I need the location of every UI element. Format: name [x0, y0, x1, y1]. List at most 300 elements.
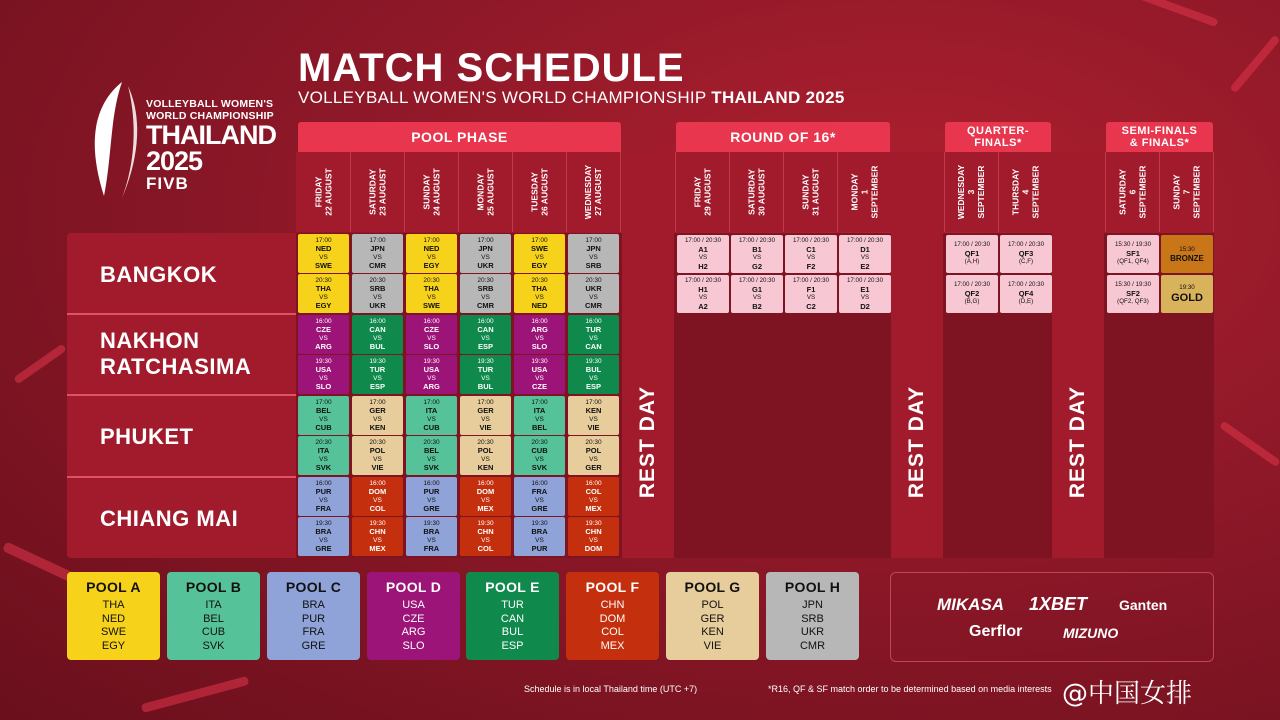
pool-team: GRE — [301, 639, 326, 652]
match-text: MEX — [477, 504, 494, 513]
match-text: POL — [585, 446, 602, 455]
match-text: COL — [477, 544, 494, 553]
pool-match-cell — [460, 274, 511, 313]
match-text: KEN — [369, 423, 386, 432]
date-label: MONDAY 1 SEPTEMBER — [849, 165, 880, 219]
match-text: VS — [373, 334, 382, 342]
match-text: 20:30 — [369, 276, 386, 284]
sponsor-ganten: Ganten — [1119, 597, 1168, 613]
match-text: BRA — [315, 527, 332, 536]
pool-match-cell — [298, 315, 349, 354]
qf-match-cell — [1000, 235, 1052, 273]
date-column-15 — [1106, 152, 1160, 232]
pool-match-cell — [298, 234, 349, 273]
rest-day-column — [1052, 152, 1104, 558]
match-text: EGY — [531, 261, 548, 270]
match-text: 16:00 — [585, 317, 602, 325]
match-text: USA — [315, 365, 332, 374]
watermark: @中国女排 — [1062, 679, 1193, 709]
pool-team: BUL — [501, 626, 524, 638]
sponsor-1xbet: 1XBET — [1029, 594, 1088, 614]
qf-match-cell — [946, 235, 998, 273]
match-text: VS — [427, 253, 436, 261]
match-text: VS — [535, 374, 544, 382]
city-divider — [67, 394, 296, 396]
match-text: 17:00 / 20:30 — [846, 237, 884, 244]
qf-match-cell — [946, 275, 998, 313]
match-text: QF1 — [964, 248, 980, 258]
match-text: KEN — [585, 406, 602, 415]
match-text: CAN — [369, 325, 386, 334]
rest-day-label: REST DAY — [905, 385, 928, 499]
pool-team: THA — [102, 599, 125, 611]
date-column-9 — [784, 152, 838, 232]
match-text: ITA — [425, 406, 438, 415]
match-text: E1 — [860, 284, 870, 294]
pool-name: POOL H — [784, 579, 841, 595]
pool-match-cell — [514, 315, 565, 354]
match-text: 19:30 — [477, 519, 494, 527]
match-text: VS — [860, 294, 870, 301]
match-text: 19:30 — [423, 357, 440, 365]
match-text: 16:00 — [315, 317, 332, 325]
pool-team: UKR — [800, 626, 825, 638]
match-text: SVK — [423, 463, 440, 472]
phase-qf: QUARTER- FINALS* — [945, 122, 1051, 152]
match-text: VS — [535, 334, 544, 342]
match-text: JPN — [370, 244, 385, 253]
r16-match-cell — [839, 275, 891, 313]
match-text: VS — [427, 334, 436, 342]
match-text: SLO — [315, 382, 332, 391]
pool-match-cell — [406, 274, 457, 313]
match-text: VS — [481, 334, 490, 342]
match-text: ARG — [531, 325, 548, 334]
match-text: PUR — [423, 487, 440, 496]
city-nakhon-ratchasima: NAKHON RATCHASIMA — [100, 328, 252, 379]
match-text: F2 — [806, 261, 816, 271]
pool-team: SWE — [100, 626, 127, 638]
match-text: NED — [315, 244, 332, 253]
match-text: GER — [477, 406, 494, 415]
pool-match-cell — [568, 517, 619, 556]
rest-day-column — [891, 152, 943, 558]
match-text: VS — [373, 496, 382, 504]
logo-country: THAILAND — [146, 120, 276, 150]
match-text: 19:30 — [1179, 284, 1195, 291]
r16-match-cell — [839, 235, 891, 273]
match-text: ARG — [315, 342, 332, 351]
pool-match-cell — [352, 355, 403, 394]
match-text: 17:00 / 20:30 — [684, 277, 722, 284]
date-label: SUNDAY 24 AUGUST — [421, 168, 442, 216]
r16-match-cell — [677, 235, 729, 273]
match-text: FRA — [531, 487, 548, 496]
rest-day-label: REST DAY — [1066, 385, 1089, 499]
match-text: CUB — [423, 423, 440, 432]
pool-card-d — [367, 572, 460, 660]
match-text: 19:30 — [315, 519, 332, 527]
match-text: 16:00 — [531, 317, 548, 325]
pool-match-cell — [568, 436, 619, 475]
date-label: THURSDAY 4 SEPTEMBER — [1010, 165, 1041, 219]
date-label: SATURDAY 30 AUGUST — [746, 168, 767, 216]
logo-line: WORLD CHAMPIONSHIP — [146, 110, 274, 122]
date-label: SATURDAY 6 SEPTEMBER — [1117, 165, 1148, 219]
pool-card-b — [167, 572, 260, 660]
match-text: VS — [427, 455, 436, 463]
match-text: 20:30 — [423, 276, 440, 284]
match-text: VS — [589, 415, 598, 423]
match-text: VS — [535, 536, 544, 544]
match-text: TUR — [477, 365, 494, 374]
pool-team: JPN — [802, 599, 823, 611]
match-text: SRB — [585, 261, 602, 270]
pool-name: POOL G — [684, 579, 741, 595]
pool-match-cell — [514, 436, 565, 475]
match-text: NED — [531, 301, 548, 310]
pool-team: CAN — [500, 612, 525, 625]
match-text: VS — [481, 536, 490, 544]
r16-match-cell — [677, 275, 729, 313]
match-text: 20:30 — [315, 276, 332, 284]
pool-match-cell — [568, 355, 619, 394]
pool-team: CUB — [201, 626, 226, 638]
match-text: SRB — [477, 284, 494, 293]
match-text: 20:30 — [531, 438, 548, 446]
pool-match-cell — [352, 234, 403, 273]
match-text: VS — [589, 374, 598, 382]
match-text: FRA — [315, 504, 332, 513]
match-text: 20:30 — [369, 438, 386, 446]
match-text: ITA — [317, 446, 330, 455]
match-text: 16:00 — [477, 479, 494, 487]
date-column-0 — [297, 152, 351, 232]
match-text: USA — [531, 365, 548, 374]
pool-team: PUR — [301, 612, 326, 625]
city-chiang-mai: CHIANG MAI — [100, 506, 239, 531]
pool-match-cell — [298, 517, 349, 556]
match-text: 16:00 — [315, 479, 332, 487]
match-text: BUL — [585, 365, 602, 374]
pool-team: SVK — [202, 639, 225, 652]
match-text: VS — [752, 294, 762, 301]
match-text: VS — [319, 334, 328, 342]
match-text: SWE — [422, 301, 441, 310]
date-label: SUNDAY 31 AUGUST — [800, 168, 821, 216]
match-text: VS — [589, 536, 598, 544]
date-label: MONDAY 25 AUGUST — [475, 168, 496, 216]
qf-match-cell — [1000, 275, 1052, 313]
match-text: THA — [423, 284, 440, 293]
match-text: H2 — [698, 261, 708, 271]
match-text: SF2 — [1126, 288, 1140, 298]
match-text: 19:30 — [369, 519, 386, 527]
match-text: GOLD — [1171, 292, 1203, 304]
match-text: GRE — [315, 544, 332, 553]
match-text: VS — [481, 253, 490, 261]
match-text: VS — [535, 253, 544, 261]
r16-match-cell — [731, 275, 783, 313]
match-text: B2 — [752, 301, 762, 311]
match-text: SLO — [423, 342, 440, 351]
rest-day-label: REST DAY — [636, 385, 659, 499]
pool-team: SRB — [801, 612, 824, 625]
match-text: 20:30 — [315, 438, 332, 446]
match-text: (QF1, QF4) — [1117, 258, 1149, 266]
match-text: COL — [585, 487, 602, 496]
date-column-2 — [405, 152, 459, 232]
pool-team: SLO — [402, 639, 425, 652]
pool-team: EGY — [101, 639, 126, 652]
subtitle-bold: THAILAND 2025 — [711, 88, 845, 107]
match-text: CAN — [585, 342, 602, 351]
match-text: DOM — [584, 544, 603, 553]
match-text: CZE — [424, 325, 439, 334]
date-column-3 — [459, 152, 513, 232]
pool-match-cell — [298, 274, 349, 313]
match-text: VS — [319, 415, 328, 423]
match-text: CMR — [368, 261, 387, 270]
match-text: EGY — [423, 261, 440, 270]
match-text: ESP — [585, 382, 601, 391]
pool-match-cell — [352, 315, 403, 354]
match-text: VS — [589, 334, 598, 342]
match-text: 17:00 / 20:30 — [792, 277, 830, 284]
pool-team: POL — [701, 599, 724, 611]
match-text: 19:30 — [531, 357, 548, 365]
pool-match-cell — [460, 396, 511, 435]
match-text: 15:30 / 19:30 — [1114, 281, 1152, 289]
final-match-cell — [1161, 235, 1213, 273]
pool-match-cell — [568, 274, 619, 313]
sponsor-mizuno: MIZUNO — [1063, 625, 1119, 641]
pool-team: BRA — [302, 599, 325, 611]
match-text: PUR — [531, 544, 548, 553]
match-text: VS — [535, 293, 544, 301]
match-text: KEN — [477, 463, 494, 472]
match-text: VS — [535, 496, 544, 504]
match-text: A1 — [698, 244, 708, 254]
match-text: D1 — [860, 244, 870, 254]
date-column-12 — [945, 152, 999, 232]
match-text: (B,G) — [964, 298, 980, 306]
match-text: 17:00 — [315, 398, 332, 406]
pool-team: ITA — [205, 599, 222, 611]
pool-team: GER — [700, 612, 725, 625]
pool-team: MEX — [600, 639, 625, 652]
match-text: G2 — [751, 261, 762, 271]
match-text: VS — [481, 374, 490, 382]
match-text: 20:30 — [477, 438, 494, 446]
match-text: QF3 — [1018, 248, 1034, 258]
match-text: SVK — [315, 463, 332, 472]
date-column-1 — [351, 152, 405, 232]
match-text: 17:00 — [585, 236, 602, 244]
match-text: 17:00 — [531, 398, 548, 406]
match-text: ITA — [533, 406, 546, 415]
match-text: 17:00 — [369, 236, 386, 244]
match-text: POL — [477, 446, 494, 455]
match-text: VIE — [479, 423, 492, 432]
match-text: JPN — [478, 244, 493, 253]
match-text: VS — [427, 415, 436, 423]
match-text: VS — [752, 254, 762, 261]
match-text: USA — [423, 365, 440, 374]
pool-name: POOL A — [86, 579, 141, 595]
match-text: 16:00 — [423, 317, 440, 325]
date-label: FRIDAY 29 AUGUST — [692, 168, 713, 216]
match-text: VS — [589, 496, 598, 504]
pool-match-cell — [514, 234, 565, 273]
pool-match-cell — [514, 396, 565, 435]
match-text: SF1 — [1126, 248, 1140, 258]
pool-team: CZE — [402, 612, 425, 625]
pool-match-cell — [406, 234, 457, 273]
date-column-16 — [1160, 152, 1214, 232]
date-column-5 — [567, 152, 621, 232]
match-text: ESP — [477, 342, 493, 351]
match-text: VS — [860, 254, 870, 261]
match-text: VS — [427, 496, 436, 504]
match-text: (QF2, QF3) — [1117, 298, 1149, 306]
r16-match-cell — [785, 235, 837, 273]
match-text: 20:30 — [477, 276, 494, 284]
pool-card-g — [666, 572, 759, 660]
match-text: 19:30 — [369, 357, 386, 365]
match-text: CZE — [532, 382, 547, 391]
match-text: THA — [315, 284, 332, 293]
pool-card-e — [466, 572, 559, 660]
match-text: 16:00 — [369, 479, 386, 487]
match-text: 17:00 — [585, 398, 602, 406]
match-text: CUB — [315, 423, 332, 432]
match-text: 17:00 / 20:30 — [953, 241, 991, 249]
match-text: 20:30 — [585, 276, 602, 284]
match-text: SWE — [314, 261, 333, 270]
date-label: SATURDAY 23 AUGUST — [367, 168, 388, 216]
pool-name: POOL E — [485, 579, 540, 595]
subtitle-prefix: VOLLEYBALL WOMEN'S WORLD CHAMPIONSHIP — [298, 88, 712, 107]
match-text: 19:30 — [531, 519, 548, 527]
match-text: BRA — [531, 527, 548, 536]
match-text: VS — [319, 293, 328, 301]
match-text: VS — [319, 496, 328, 504]
footer-note-order: *R16, QF & SF match order to be determined based on media interests — [768, 684, 1052, 694]
match-text: VS — [373, 374, 382, 382]
date-column-7 — [676, 152, 730, 232]
match-text: VS — [319, 455, 328, 463]
phase-sf: SEMI-FINALS & FINALS* — [1106, 122, 1213, 152]
match-text: ARG — [423, 382, 440, 391]
match-text: SVK — [531, 463, 548, 472]
r16-match-cell — [785, 275, 837, 313]
pool-team: FRA — [302, 626, 325, 638]
pool-team: BEL — [203, 612, 224, 625]
match-text: B1 — [752, 244, 762, 254]
date-label: TUESDAY 26 AUGUST — [529, 168, 550, 216]
match-text: CMR — [584, 301, 603, 310]
match-text: CMR — [476, 301, 495, 310]
pool-name: POOL B — [185, 579, 242, 595]
pool-team: NED — [101, 612, 126, 625]
pool-match-cell — [352, 396, 403, 435]
match-text: GER — [369, 406, 386, 415]
final-match-cell — [1161, 275, 1213, 313]
match-text: CAN — [477, 325, 494, 334]
match-text: GRE — [531, 504, 548, 513]
date-label: WEDNESDAY 27 AUGUST — [583, 164, 604, 220]
sf-match-cell — [1107, 275, 1159, 313]
pool-match-cell — [352, 436, 403, 475]
match-text: VS — [319, 536, 328, 544]
date-column-10 — [838, 152, 892, 232]
pool-team: DOM — [599, 612, 626, 625]
match-text: VS — [698, 294, 708, 301]
pool-match-cell — [460, 436, 511, 475]
match-text: BRONZE — [1170, 253, 1204, 263]
city-bangkok: BANGKOK — [100, 262, 218, 287]
match-text: BRA — [423, 527, 440, 536]
match-text: VS — [806, 254, 816, 261]
vwc-logo-icon — [82, 76, 144, 206]
pool-match-cell — [298, 477, 349, 516]
match-text: EGY — [315, 301, 332, 310]
match-text: 17:00 / 20:30 — [738, 237, 776, 244]
match-text: VS — [481, 455, 490, 463]
match-text: 16:00 — [369, 317, 386, 325]
match-text: VS — [535, 415, 544, 423]
match-text: 17:00 / 20:30 — [953, 281, 991, 289]
pool-match-cell — [460, 477, 511, 516]
match-text: BUL — [477, 382, 494, 391]
match-text: 17:00 / 20:30 — [1007, 281, 1045, 289]
match-text: 15:30 / 19:30 — [1114, 241, 1152, 249]
match-text: BEL — [532, 423, 547, 432]
match-text: NED — [423, 244, 440, 253]
match-text: POL — [369, 446, 386, 455]
pool-match-cell — [568, 234, 619, 273]
match-text: TUR — [369, 365, 386, 374]
match-text: 17:00 — [477, 398, 494, 406]
phase-pool: POOL PHASE — [298, 122, 621, 152]
date-column-4 — [513, 152, 567, 232]
match-text: VS — [589, 253, 598, 261]
match-text: UKR — [585, 284, 602, 293]
footer-note-time: Schedule is in local Thailand time (UTC +7) — [524, 684, 698, 694]
match-text: DOM — [368, 487, 387, 496]
logo-line: VOLLEYBALL WOMEN'S — [146, 98, 274, 110]
pool-name: POOL F — [585, 579, 640, 595]
pool-match-cell — [460, 517, 511, 556]
match-text: THA — [531, 284, 548, 293]
pool-match-cell — [406, 436, 457, 475]
pool-name: POOL C — [285, 579, 342, 595]
pool-team: ESP — [501, 639, 524, 652]
phase-r16: ROUND OF 16* — [676, 122, 890, 152]
match-text: 16:00 — [477, 317, 494, 325]
pool-match-cell — [460, 234, 511, 273]
pool-match-cell — [298, 436, 349, 475]
match-text: VIE — [587, 423, 600, 432]
match-text: CUB — [531, 446, 548, 455]
logo-fivb: FIVB — [146, 174, 189, 193]
match-text: 19:30 — [585, 519, 602, 527]
match-text: VS — [698, 254, 708, 261]
match-text: DOM — [476, 487, 495, 496]
pool-match-cell — [460, 355, 511, 394]
pool-match-cell — [514, 517, 565, 556]
